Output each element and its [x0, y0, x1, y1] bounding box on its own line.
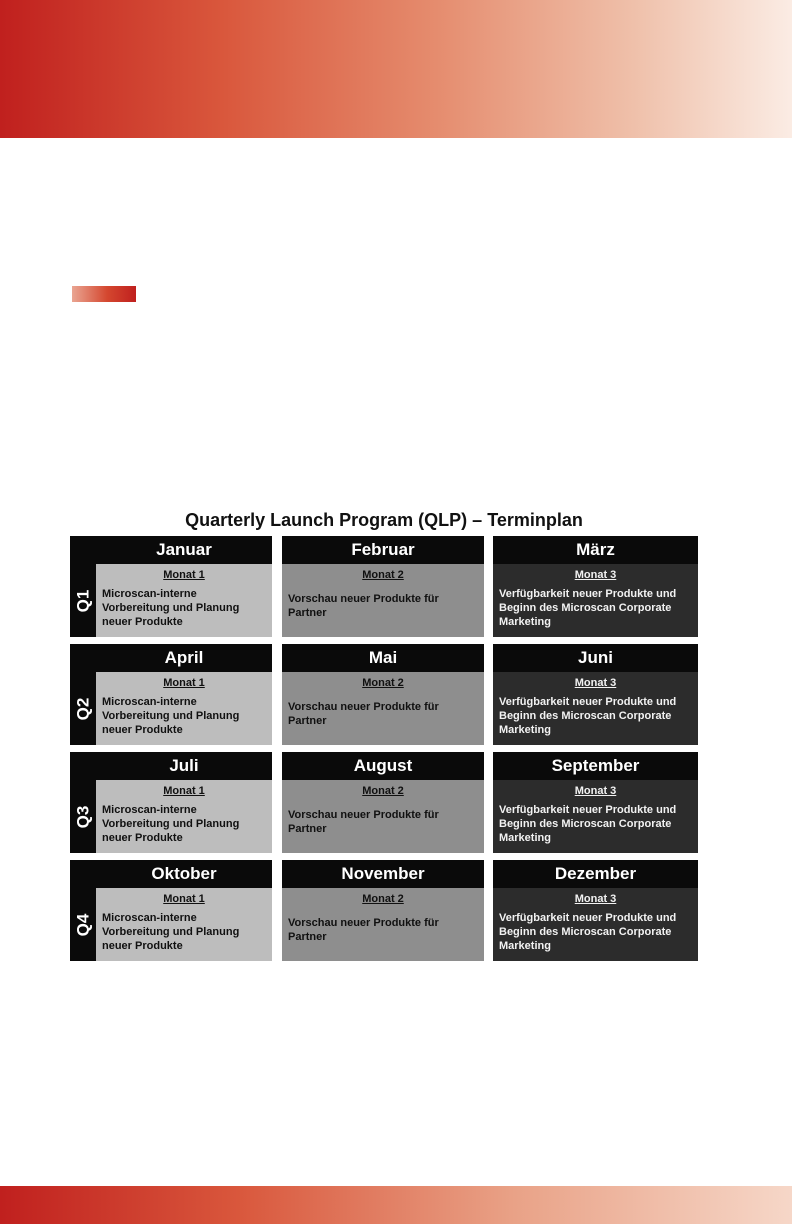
column-gap	[272, 536, 282, 637]
month-body	[282, 780, 484, 853]
month-tag: Monat 2	[362, 893, 404, 905]
month-name: April	[164, 648, 204, 667]
month-body	[96, 564, 272, 637]
month-cell	[96, 860, 272, 961]
month-tag: Monat 3	[574, 893, 617, 905]
schedule-grid	[70, 536, 698, 968]
month-description: Verfügbarkeit neuer Produkte und Beginn des Microscan Corporate Marketing	[499, 912, 677, 952]
month-name: August	[353, 756, 413, 775]
quarter-label	[70, 888, 96, 961]
month-cell	[96, 644, 272, 745]
month-name: Februar	[351, 540, 415, 559]
quarter-label	[70, 564, 96, 637]
quarter-row	[70, 536, 698, 637]
column-gap	[484, 752, 493, 853]
month-name: Mai	[368, 648, 398, 667]
month-description: Verfügbarkeit neuer Produkte und Beginn des Microscan Corporate Marketing	[499, 588, 677, 628]
month-body	[282, 564, 484, 637]
top-banner	[0, 0, 792, 138]
month-body	[493, 672, 698, 745]
month-description: Verfügbarkeit neuer Produkte und Beginn des Microscan Corporate Marketing	[499, 804, 677, 844]
month-cell	[493, 644, 698, 745]
month-body	[493, 780, 698, 853]
month-name: Juni	[578, 648, 613, 667]
bottom-banner	[0, 1186, 792, 1224]
month-body	[282, 888, 484, 961]
column-gap	[272, 644, 282, 745]
month-name: März	[576, 540, 615, 559]
month-description: Microscan-interne Vorbereitung und Planung neuer Produkte	[102, 804, 240, 844]
month-tag: Monat 3	[574, 569, 617, 581]
month-name: Juli	[169, 756, 199, 775]
month-description: Vorschau neuer Produkte für Partner	[288, 917, 439, 943]
month-description: Verfügbarkeit neuer Produkte und Beginn des Microscan Corporate Marketing	[499, 696, 677, 736]
month-name: November	[341, 864, 425, 883]
month-tag: Monat 2	[362, 677, 404, 689]
section-accent-bar	[72, 286, 136, 302]
column-gap	[272, 752, 282, 853]
month-tag: Monat 2	[362, 785, 404, 797]
month-body	[96, 888, 272, 961]
column-gap	[484, 860, 493, 961]
month-tag: Monat 1	[163, 785, 205, 797]
month-description: Microscan-interne Vorbereitung und Planung neuer Produkte	[102, 912, 240, 952]
month-description: Microscan-interne Vorbereitung und Planung neuer Produkte	[102, 696, 240, 736]
column-gap	[272, 860, 282, 961]
month-body	[282, 672, 484, 745]
month-cell	[282, 752, 484, 853]
month-description: Microscan-interne Vorbereitung und Planung neuer Produkte	[102, 588, 240, 628]
month-cell	[493, 752, 698, 853]
quarter-label	[70, 672, 96, 745]
column-gap	[484, 536, 493, 637]
month-cell	[493, 536, 698, 637]
quarter-row	[70, 644, 698, 745]
month-name: Oktober	[151, 864, 217, 883]
month-cell	[282, 536, 484, 637]
column-gap	[484, 644, 493, 745]
month-body	[96, 672, 272, 745]
quarter-label-text: Q1	[73, 589, 92, 612]
quarter-row	[70, 860, 698, 961]
schedule-title: Quarterly Launch Program (QLP) – Terminplan	[185, 510, 583, 530]
month-body	[493, 564, 698, 637]
quarter-label	[70, 780, 96, 853]
quarter-row	[70, 752, 698, 853]
month-body	[96, 780, 272, 853]
month-tag: Monat 2	[362, 569, 404, 581]
month-cell	[96, 536, 272, 637]
month-cell	[96, 752, 272, 853]
month-tag: Monat 1	[163, 569, 205, 581]
month-tag: Monat 3	[574, 785, 617, 797]
month-description: Vorschau neuer Produkte für Partner	[288, 809, 439, 835]
month-name: Dezember	[554, 864, 637, 883]
month-tag: Monat 3	[574, 677, 617, 689]
month-cell	[282, 644, 484, 745]
month-cell	[493, 860, 698, 961]
month-name: Januar	[156, 540, 212, 559]
quarter-label-text: Q2	[73, 697, 92, 720]
month-tag: Monat 1	[163, 677, 205, 689]
month-description: Vorschau neuer Produkte für Partner	[288, 593, 439, 619]
month-tag: Monat 1	[163, 893, 205, 905]
quarter-label-text: Q4	[73, 913, 92, 936]
month-name: September	[551, 756, 640, 775]
month-body	[493, 888, 698, 961]
month-cell	[282, 860, 484, 961]
month-description: Vorschau neuer Produkte für Partner	[288, 701, 439, 727]
quarter-label-text: Q3	[73, 805, 92, 828]
